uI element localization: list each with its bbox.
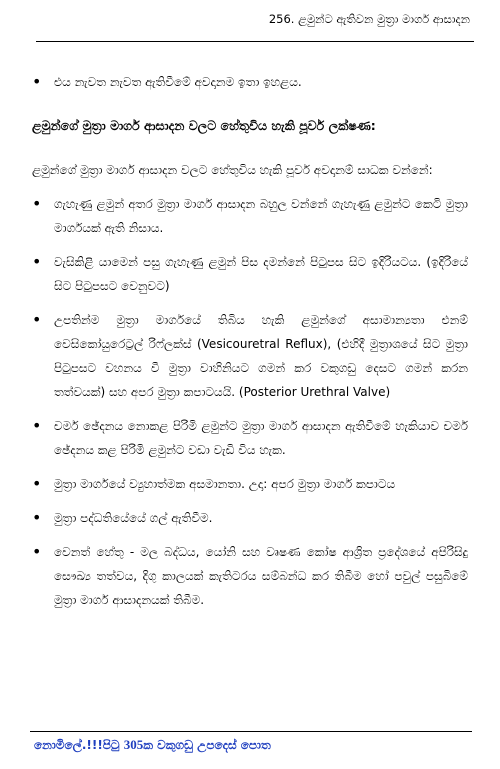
top-bullet-list: [32, 70, 468, 94]
list-item: • වැසිකිළි යාමෙන් පසු ගැහැණු ළමුන් පිස දමන්නේ පිටුපස සිට ඉදිරියටය. (ඉදිරියේ සිට පිටුපසට වෙනුවට): [32, 250, 468, 298]
header-divider: [36, 41, 474, 42]
list-item: • උපතින්ම මුත්‍රා මාර්ගයේ තිබිය හැකි ළමුන්ගේ අසාමාන්‍යතා එනම් වෙසිකෝයුරෙට්‍රල් රිෆ්ලක්ස් (Vesicouretral Reflux), (එහිදී මුත්‍රාශයේ සිට මුත්‍රා පිටුපසට වහනය වී මුත්‍රා වාහිනියට ගමන් කර වකුගඩු දෙසට ගමන් කරන තත්වයක්) සහ අපර මුත්‍රා කපාටයයි. (Posterior Urethral Valve): [32, 308, 468, 404]
footer-page-count: 305: [123, 737, 144, 752]
list-item: • එය නැවත නැවත ඇතිවීමේ අවදානම ඉතා ඉහළය.: [32, 70, 468, 94]
section-heading: ළමුන්ගේ මුත්‍රා මාර්ග ආසාදන වලට හේතුවිය හැකි පූර්ව ලක්ෂණ:: [32, 118, 376, 133]
list-item: • වෙනත් හේතු - මල බද්ධය, යෝනි සහ වෘෂණ කෝෂ ආශ්‍රිත ප්‍රදේශයේ අපිරිසිදු සෞඛ්‍ය තත්වය, දිගු කාලයක් කැතිටරය සම්බන්ධ කර තිබීම හෝ පවුල් පසුබිමේ මුත්‍රා මාර්ග ආසාදනයක් තිබීම.: [32, 540, 468, 612]
footer-note: [34, 737, 271, 753]
list-item: • මුත්‍රා මාර්ගයේ ව්‍යුහාත්මක අසමානතා. උදා: අපර මුත්‍රා මාර්ග කපාටය: [32, 472, 468, 496]
running-header: 256. ළමුන්ට ඇතිවන මුත්‍රා මාර්ග ආසාදන: [268, 12, 470, 26]
list-item: • ගැහැණු ළමුන් අතර මුත්‍රා මාර්ග ආසාදන බහුල වන්නේ ගැහැණු ළමුන්ට කෙටි මුත්‍රා මාර්ගයක් ඇති නිසාය.: [32, 192, 468, 240]
risk-factor-list: [32, 192, 468, 612]
footer-prefix: නොමිලේ.!!!පිටු: [34, 738, 124, 752]
footer-suffix: ක වකුගඩු උපදෙස් පොත: [143, 738, 271, 752]
intro-paragraph: ළමුන්ගේ මුත්‍රා මාර්ග ආසාදන වලට හේතුවිය හැකි පූර්ව අවදානම් සාධක වන්නේ:: [32, 163, 433, 177]
page-body: [32, 70, 468, 622]
list-item: • චර්ම ඡේදනය නොකළ පිරිමි ළමුන්ට මුත්‍රා මාර්ග ආසාදන ඇතිවීමේ හැකියාව චර්ම ඡේදනය කළ පිරිමි ළමුන්ට වඩා වැඩි විය හැක.: [32, 414, 468, 462]
footer-divider: [30, 731, 472, 732]
list-item: • මුත්‍රා පද්ධතියේයේ ගල් ඇතිවීම.: [32, 506, 468, 530]
